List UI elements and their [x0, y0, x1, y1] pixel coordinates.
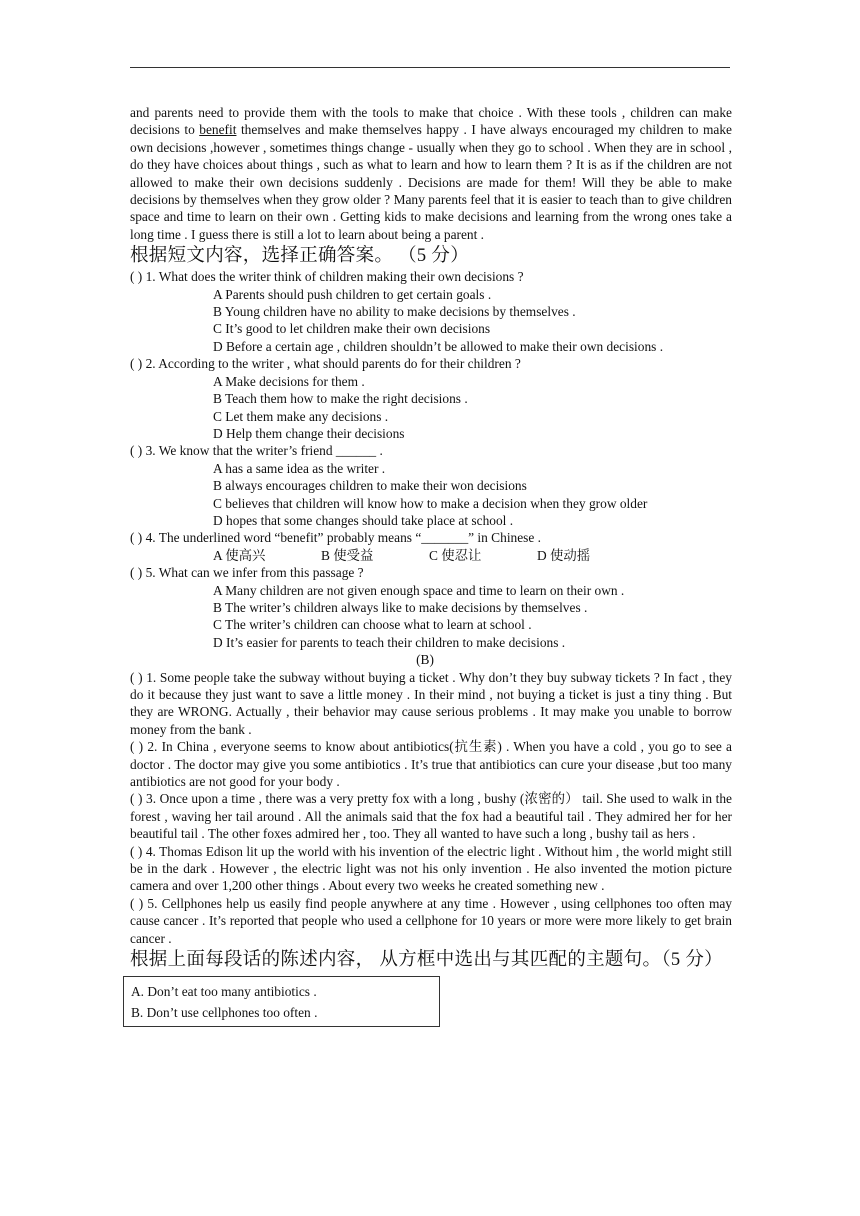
question-option: A Parents should push children to get certain goals .: [213, 286, 492, 302]
passage-a-text-rest: themselves and make themselves happy . I have always encouraged my children to make own decisions ,however , sometimes things change - usually when they go to school . When they are in school , do they have choices about things , such as what to learn and how to learn them ? It is as if the children are not allowed to make their own decisions suddenly . Decisions are made for them! Will they be able to make decisions by themselves when they grow older ? Many parents feel that it is easier to teach than to give children space and time to learn on their own . Getting kids to make decisions and learning from the wrong ones take a long time . I guess there is still a lot to learn about being a parent .: [130, 122, 732, 242]
underlined-word: benefit: [199, 122, 237, 138]
question-stem: ( ) 5. What can we infer from this passage ?: [130, 565, 364, 581]
passage-a: [130, 104, 732, 243]
question-option: C The writer’s children can choose what to learn at school .: [213, 617, 532, 633]
choice-item: B. Don’t use cellphones too often .: [131, 1005, 318, 1021]
paragraph-b: ( ) 5. Cellphones help us easily find people anywhere at any time . However , using cellphones too often may cause cancer . It’s reported that people who used a cellphone for 10 years or more were more likely to get brain cancer .: [130, 895, 732, 946]
question-stem: ( ) 1. What does the writer think of children making their own decisions ?: [130, 269, 524, 285]
paragraph-b: ( ) 2. In China , everyone seems to know about antibiotics(抗生素) . When you have a cold , you go to see a doctor . The doctor may give you some antibiotics . It’s true that antibiotics can cure your disease ,but too many antibiotics are not good for your body .: [130, 739, 732, 790]
question-stem: ( ) 3. We know that the writer’s friend ______ .: [130, 443, 383, 459]
question-option: B Young children have no ability to make decisions by themselves .: [213, 304, 576, 320]
question-option: D Help them change their decisions: [213, 425, 405, 441]
question-option: A Many children are not given enough space and time to learn on their own .: [213, 582, 625, 598]
paragraph-b: ( ) 4. Thomas Edison lit up the world with his invention of the electric light . Without him , the world might still be in the dark . However , the electric light was not his only invention . He also invented the motion picture camera and over 1,200 other things . About every two weeks he created something new .: [130, 843, 732, 894]
choices-box: [123, 976, 440, 1027]
question-option: B The writer’s children always like to make decisions by themselves .: [213, 599, 588, 615]
section-b-label: (B): [416, 652, 434, 668]
document-body: [130, 104, 732, 1027]
question-option: D hopes that some changes should take place at school .: [213, 512, 514, 528]
question-option: D Before a certain age , children shouldn’t be allowed to make their own decisions .: [213, 338, 664, 354]
question-option: C Let them make any decisions .: [213, 408, 389, 424]
paragraph-b: ( ) 1. Some people take the subway without buying a ticket . Why don’t they buy subway tickets ? In fact , they do it because they just want to save a little money . In their mind , not buying a ticket is just a tiny thing . But they are WRONG. Actually , their behavior may cause serious problems . It may make you unable to borrow money from the bank .: [130, 669, 732, 737]
question-option: C 使忍让: [429, 547, 482, 563]
question-option: A has a same idea as the writer .: [213, 460, 386, 476]
header-rule: [130, 67, 730, 68]
question-option: C It’s good to let children make their own decisions: [213, 321, 491, 337]
question-option: B Teach them how to make the right decisions .: [213, 391, 468, 407]
question-option: D 使动摇: [537, 547, 591, 563]
question-options-inline: [213, 547, 732, 564]
question-option: D It’s easier for parents to teach their children to make decisions .: [213, 634, 566, 650]
question-stem: ( ) 4. The underlined word “benefit” probably means “_______” in Chinese .: [130, 530, 542, 546]
question-option: B always encourages children to make their won decisions: [213, 478, 527, 494]
choice-item: A. Don’t eat too many antibiotics .: [131, 984, 317, 1000]
section-b-instruction: 根据上面每段话的陈述内容， 从方框中选出与其匹配的主题句。（5 分）: [130, 950, 723, 971]
question-option: A Make decisions for them .: [213, 373, 365, 389]
paragraph-b: ( ) 3. Once upon a time , there was a very pretty fox with a long , bushy (浓密的） tail. She used to walk in the forest , waving her tail around . All the animals said that the fox had a beautiful tail . They admired her for her beautiful tail . The other foxes admired her , too. They all wanted to have such a long , bushy tail as hers .: [130, 791, 732, 842]
passage-a-text-start: and parents need to provide them with the tools to make that choice . With these tools , children can make decisions to: [130, 105, 732, 138]
question-option: A 使高兴: [213, 547, 266, 563]
question-option: C believes that children will know how to make a decision when they grow older: [213, 495, 648, 511]
question-stem: ( ) 2. According to the writer , what should parents do for their children ?: [130, 356, 521, 372]
section-a-instruction: 根据短文内容，选择正确答案。 （5 分）: [130, 246, 470, 267]
question-option: B 使受益: [321, 547, 374, 563]
